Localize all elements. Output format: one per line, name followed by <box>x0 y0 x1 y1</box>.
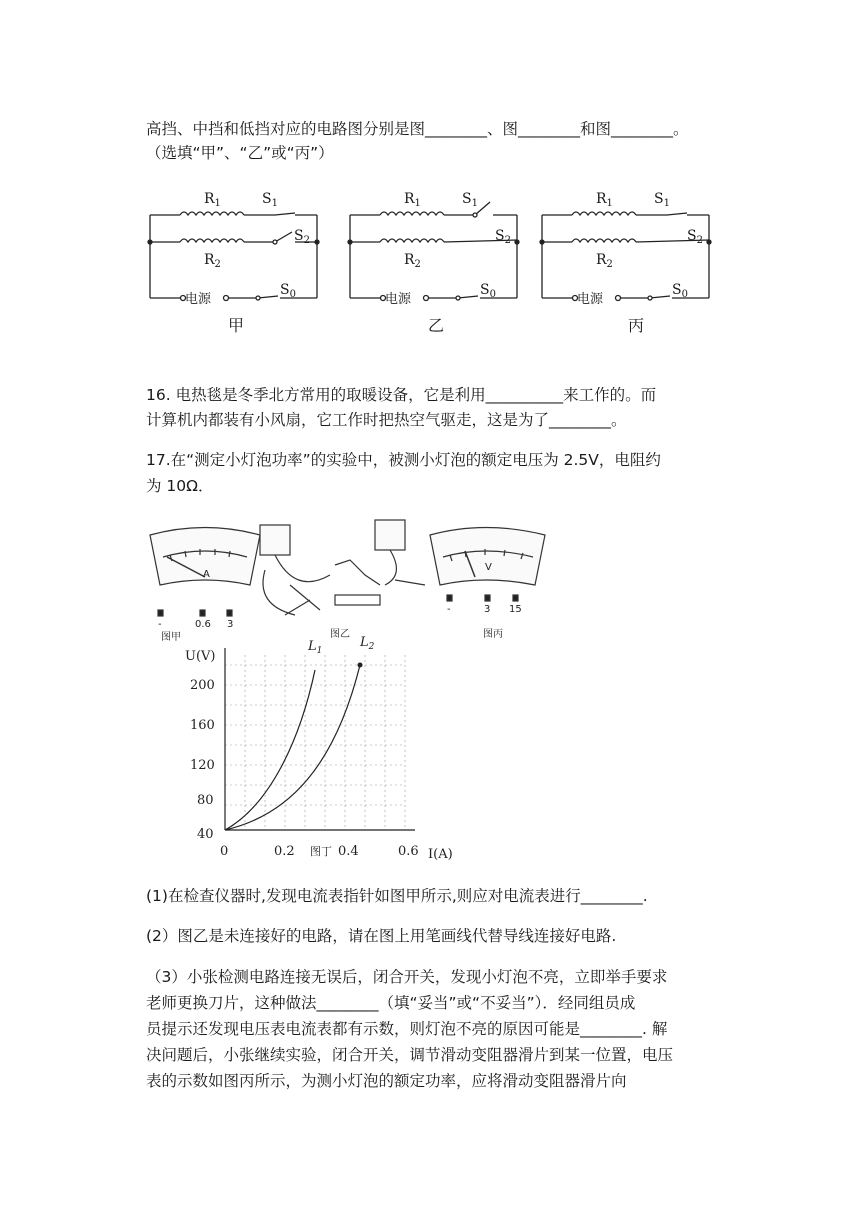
circuit-jia <box>148 212 319 301</box>
fig-yi-caption: 图乙 <box>330 629 350 640</box>
q17-line-2: 为 10Ω． <box>146 477 214 495</box>
ammeter-unit: A <box>203 569 210 580</box>
y-tick-160: 160 <box>190 718 215 733</box>
ammeter-terminal-06: 0.6 <box>195 619 211 630</box>
label-s2-jia: $S_2$ <box>294 228 310 246</box>
circuit-name-jia: 甲 <box>228 316 245 335</box>
voltmeter-dial <box>430 528 545 586</box>
q16-line-1: 16. 电热毯是冬季北方常用的取暖设备，它是利用__________来工作的。而 <box>146 386 657 404</box>
label-r1-yi: $R_1$ <box>404 191 421 209</box>
voltmeter-terminal-minus: - <box>447 604 451 615</box>
label-s1-yi: $S_1$ <box>462 191 478 209</box>
curve-l1-label: $L_1$ <box>308 639 323 656</box>
circuit-bing <box>540 212 711 301</box>
label-r2-yi: $R_2$ <box>404 252 421 270</box>
q17-line-1: 17.在“测定小灯泡功率”的实验中，被测小灯泡的额定电压为 2.5V，电阻约 <box>146 451 661 469</box>
ammeter-terminal-minus: - <box>158 619 162 630</box>
q16-line-2: 计算机内都装有小风扇，它工作时把热空气驱走，这是为了________。 <box>146 411 627 429</box>
circuit-yi <box>348 202 519 301</box>
x-tick-0: 0 <box>220 844 229 859</box>
circuit-name-bing: 丙 <box>628 316 645 335</box>
label-power-bing: 电源 <box>577 292 604 307</box>
q17-sub-1: (1)在检查仪器时,发现电流表指针如图甲所示,则应对电流表进行________. <box>146 887 648 905</box>
label-s1-bing: $S_1$ <box>654 191 670 209</box>
y-tick-200: 200 <box>190 678 215 693</box>
q17-sub-3-line-3: 员提示还发现电压表电流表都有示数，则灯泡不亮的原因可能是________. 解 <box>146 1020 668 1038</box>
apparatus-figures <box>145 515 565 645</box>
y-tick-120: 120 <box>190 758 215 773</box>
label-s0-bing: $S_0$ <box>672 282 688 300</box>
circuit-name-yi: 乙 <box>428 316 445 335</box>
label-r2-jia: $R_2$ <box>204 252 221 270</box>
label-s0-yi: $S_0$ <box>480 282 496 300</box>
ui-graph <box>180 630 480 865</box>
graph-caption: 图丁 <box>310 845 332 858</box>
curve-l2-label: $L_2$ <box>360 635 375 652</box>
y-axis-label: U(V) <box>185 649 216 664</box>
q17-sub-2: (2）图乙是未连接好的电路，请在图上用笔画线代替导线连接好电路. <box>146 927 617 945</box>
x-axis-label: I(A) <box>428 847 453 862</box>
label-s1-jia: $S_1$ <box>262 191 278 209</box>
q17-sub-3-line-4: 决问题后，小张继续实验，闭合开关，调节滑动变阻器滑片到某一位置，电压 <box>146 1046 674 1064</box>
voltmeter-terminal-15: 15 <box>509 604 522 615</box>
curve-l2-endpoint <box>358 663 363 668</box>
circuit-diagrams <box>140 180 730 340</box>
ammeter-terminal-3: 3 <box>227 619 234 630</box>
label-power-yi: 电源 <box>385 292 412 307</box>
q17-sub-3-line-2: 老师更换刀片，这种做法________（填“妥当”或“不妥当”）．经同组员成 <box>146 994 636 1012</box>
fig-bing-caption: 图丙 <box>483 629 503 640</box>
y-tick-40: 40 <box>197 827 214 842</box>
curve-l1 <box>225 670 315 830</box>
label-s2-yi: $S_2$ <box>495 228 511 246</box>
x-tick-06: 0.6 <box>398 844 419 859</box>
label-r1-jia: $R_1$ <box>204 191 221 209</box>
x-tick-04: 0.4 <box>338 844 359 859</box>
fig-jia-caption: 图甲 <box>161 632 181 643</box>
q17-sub-3-line-1: （3）小张检测电路连接无误后，闭合开关，发现小灯泡不亮，立即举手要求 <box>146 968 668 986</box>
q15-line-2: （选填“甲”、“乙”或“丙”） <box>146 144 334 162</box>
label-s0-jia: $S_0$ <box>280 282 296 300</box>
label-r1-bing: $R_1$ <box>596 191 613 209</box>
y-tick-80: 80 <box>197 793 214 808</box>
label-s2-bing: $S_2$ <box>687 228 703 246</box>
label-power-jia: 电源 <box>185 292 212 307</box>
label-r2-bing: $R_2$ <box>596 252 613 270</box>
voltmeter-unit: V <box>485 562 492 573</box>
circuit-apparatus <box>260 520 425 615</box>
voltmeter-terminal-3: 3 <box>484 604 491 615</box>
q15-line-1: 高挡、中挡和低挡对应的电路图分别是图________、图________和图________。 <box>146 120 689 138</box>
q17-sub-3-line-5: 表的示数如图丙所示，为测小灯泡的额定功率，应将滑动变阻器滑片向 <box>146 1072 627 1090</box>
x-tick-02: 0.2 <box>274 844 295 859</box>
